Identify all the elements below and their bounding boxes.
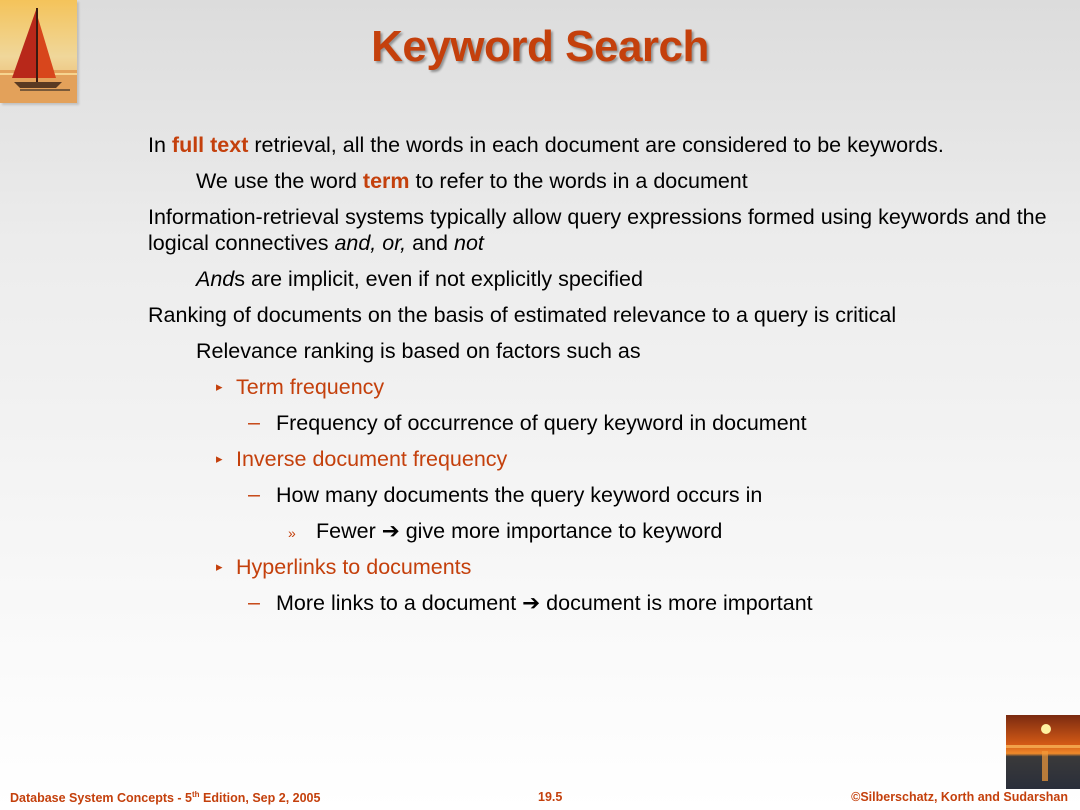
triangle-bullet-icon: ▸ xyxy=(216,451,223,466)
list-item: » Fewer ➔ give more importance to keyword xyxy=(316,518,1048,544)
dash-bullet-icon: – xyxy=(248,482,260,506)
dash-bullet-icon: – xyxy=(248,410,260,434)
double-chevron-bullet-icon: » xyxy=(288,525,296,541)
list-item: Relevance ranking is based on factors such as xyxy=(196,339,641,363)
list-item: – How many documents the query keyword occurs in xyxy=(248,482,763,507)
sunset-logo xyxy=(1006,715,1080,789)
list-item: Information-retrieval systems typically allow query expressions formed using keywords and the logical connectives and, or, and not xyxy=(148,205,1047,255)
list-item-factor: ▸ Hyperlinks to documents xyxy=(216,555,472,579)
footer xyxy=(0,790,1080,810)
list-item: – Frequency of occurrence of query keyword in document xyxy=(248,410,807,435)
triangle-bullet-icon: ▸ xyxy=(216,559,223,574)
triangle-bullet-icon: ▸ xyxy=(216,379,223,394)
list-item: In full text retrieval, all the words in each document are considered to be keywords. xyxy=(148,133,944,157)
list-item: Ands are implicit, even if not explicitly specified xyxy=(196,267,643,291)
footer-copyright: ©Silberschatz, Korth and Sudarshan xyxy=(851,790,1068,804)
page-number: 19.5 xyxy=(538,790,563,804)
list-item: We use the word term to refer to the words in a document xyxy=(196,169,748,193)
list-item: Ranking of documents on the basis of estimated relevance to a query is critical xyxy=(148,303,897,327)
page-title: Keyword Search xyxy=(371,22,709,71)
footer-book-title: Database System Concepts - 5th Edition, Sep 2, 2005 xyxy=(10,790,321,806)
list-item-factor: ▸ Inverse document frequency xyxy=(216,447,508,471)
slide-content xyxy=(148,132,1048,626)
dash-bullet-icon: – xyxy=(248,590,260,614)
list-item: – More links to a document ➔ document is more important xyxy=(248,590,813,615)
list-item-factor: ▸ Term frequency xyxy=(216,375,385,399)
